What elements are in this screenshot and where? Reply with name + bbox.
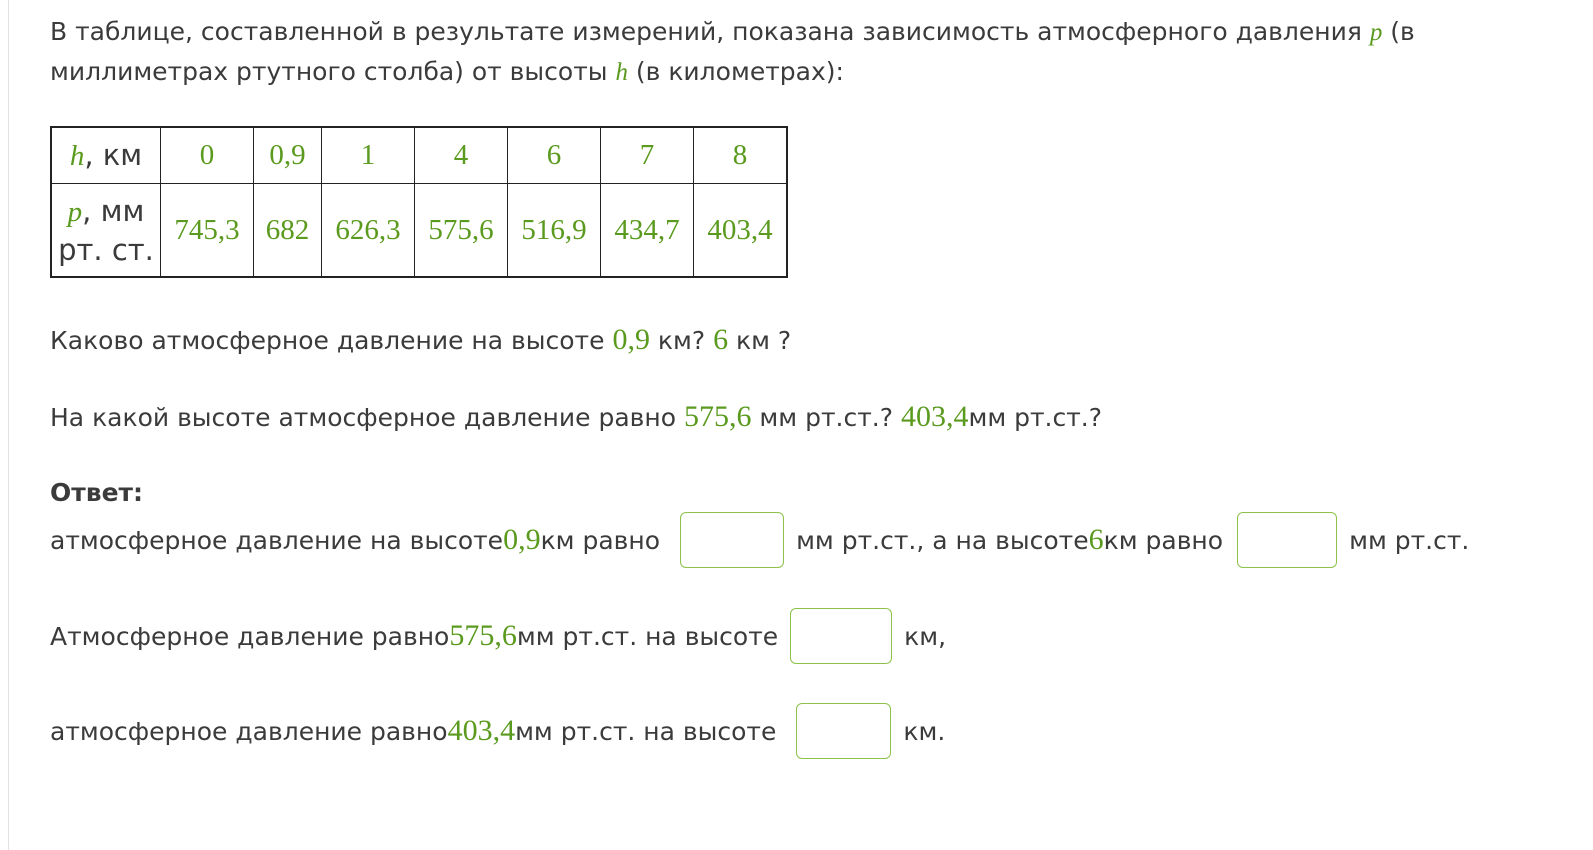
- height-at-403-4-input[interactable]: [796, 703, 891, 759]
- height-cell: 7: [601, 127, 694, 184]
- a2-text-1: Атмосферное давление равно: [50, 621, 450, 651]
- a1-value-2: 6: [1088, 523, 1104, 556]
- header-unit-mm: , мм: [82, 193, 145, 228]
- a2-text-2: мм рт.ст. на высоте: [516, 621, 779, 651]
- a3-text-3: км.: [903, 716, 946, 746]
- a1-text-2: км равно: [540, 525, 661, 555]
- pressure-height-table: [50, 126, 788, 278]
- answer-label: Ответ:: [50, 478, 144, 507]
- a2-value-1: 575,6: [449, 619, 517, 652]
- pressure-cell: 403,4: [694, 184, 788, 278]
- a1-value-1: 0,9: [503, 523, 541, 556]
- q1-value-2: 6: [713, 323, 729, 356]
- table-header-height: [51, 127, 161, 184]
- answer-line-pressure: [50, 512, 1469, 568]
- task-intro: [50, 12, 1490, 92]
- pressure-cell: 682: [254, 184, 322, 278]
- table-row-heights: [51, 127, 787, 184]
- answer-line-height-403: [50, 703, 945, 759]
- height-cell: 8: [694, 127, 788, 184]
- a1-text-4: км равно: [1103, 525, 1224, 555]
- q2-text-1: На какой высоте атмосферное давление равно: [50, 403, 684, 432]
- intro-var-h: h: [615, 59, 628, 86]
- q2-value-2: 403,4: [900, 400, 969, 433]
- header-var-h: h: [69, 140, 85, 172]
- q2-text-2: мм рт.ст.?: [751, 403, 901, 432]
- pressure-cell: 575,6: [415, 184, 508, 278]
- pressure-cell: 516,9: [508, 184, 601, 278]
- height-cell: 4: [415, 127, 508, 184]
- intro-text-1: В таблице, составленной в результате измерений, показана зависимость атмосферного давления: [50, 17, 1370, 46]
- question-height-at-pressure: [50, 400, 1102, 435]
- height-cell: 0,9: [254, 127, 322, 184]
- pressure-at-0-9km-input[interactable]: [680, 512, 784, 568]
- intro-var-p: p: [1369, 19, 1383, 46]
- header-var-p: p: [67, 195, 83, 228]
- a3-text-1: атмосферное давление равно: [50, 716, 448, 746]
- q1-text-2: км?: [649, 326, 714, 355]
- q2-value-1: 575,6: [683, 400, 752, 433]
- q1-text-3: км ?: [728, 326, 792, 355]
- q2-text-3: мм рт.ст.?: [968, 403, 1103, 432]
- a1-text-1: атмосферное давление на высоте: [50, 525, 504, 555]
- a2-text-3: км,: [904, 621, 947, 651]
- header-unit-hg: рт. ст.: [58, 232, 154, 267]
- left-border-line: [8, 0, 9, 850]
- height-cell: 0: [161, 127, 254, 184]
- height-cell: 6: [508, 127, 601, 184]
- answer-line-height-575: [50, 608, 946, 664]
- table-header-pressure: [51, 184, 161, 278]
- a3-value-1: 403,4: [447, 714, 516, 747]
- table-row-pressures: [51, 184, 787, 278]
- q1-text-1: Каково атмосферное давление на высоте: [50, 326, 613, 355]
- question-pressure-at-height: [50, 323, 791, 358]
- height-at-575-6-input[interactable]: [790, 608, 892, 664]
- a1-text-3: мм рт.ст., а на высоте: [796, 525, 1089, 555]
- pressure-cell: 626,3: [322, 184, 415, 278]
- height-cell: 1: [322, 127, 415, 184]
- intro-text-3: (в километрах):: [627, 57, 844, 86]
- pressure-cell: 434,7: [601, 184, 694, 278]
- a3-text-2: мм рт.ст. на высоте: [515, 716, 777, 746]
- q1-value-1: 0,9: [612, 323, 650, 356]
- pressure-at-6km-input[interactable]: [1237, 512, 1337, 568]
- pressure-cell: 745,3: [161, 184, 254, 278]
- intro-text-2: (в миллиметрах ртутного столба) от высоты: [50, 17, 1415, 86]
- a1-text-5: мм рт.ст.: [1349, 525, 1470, 555]
- header-unit-km: , км: [84, 138, 143, 172]
